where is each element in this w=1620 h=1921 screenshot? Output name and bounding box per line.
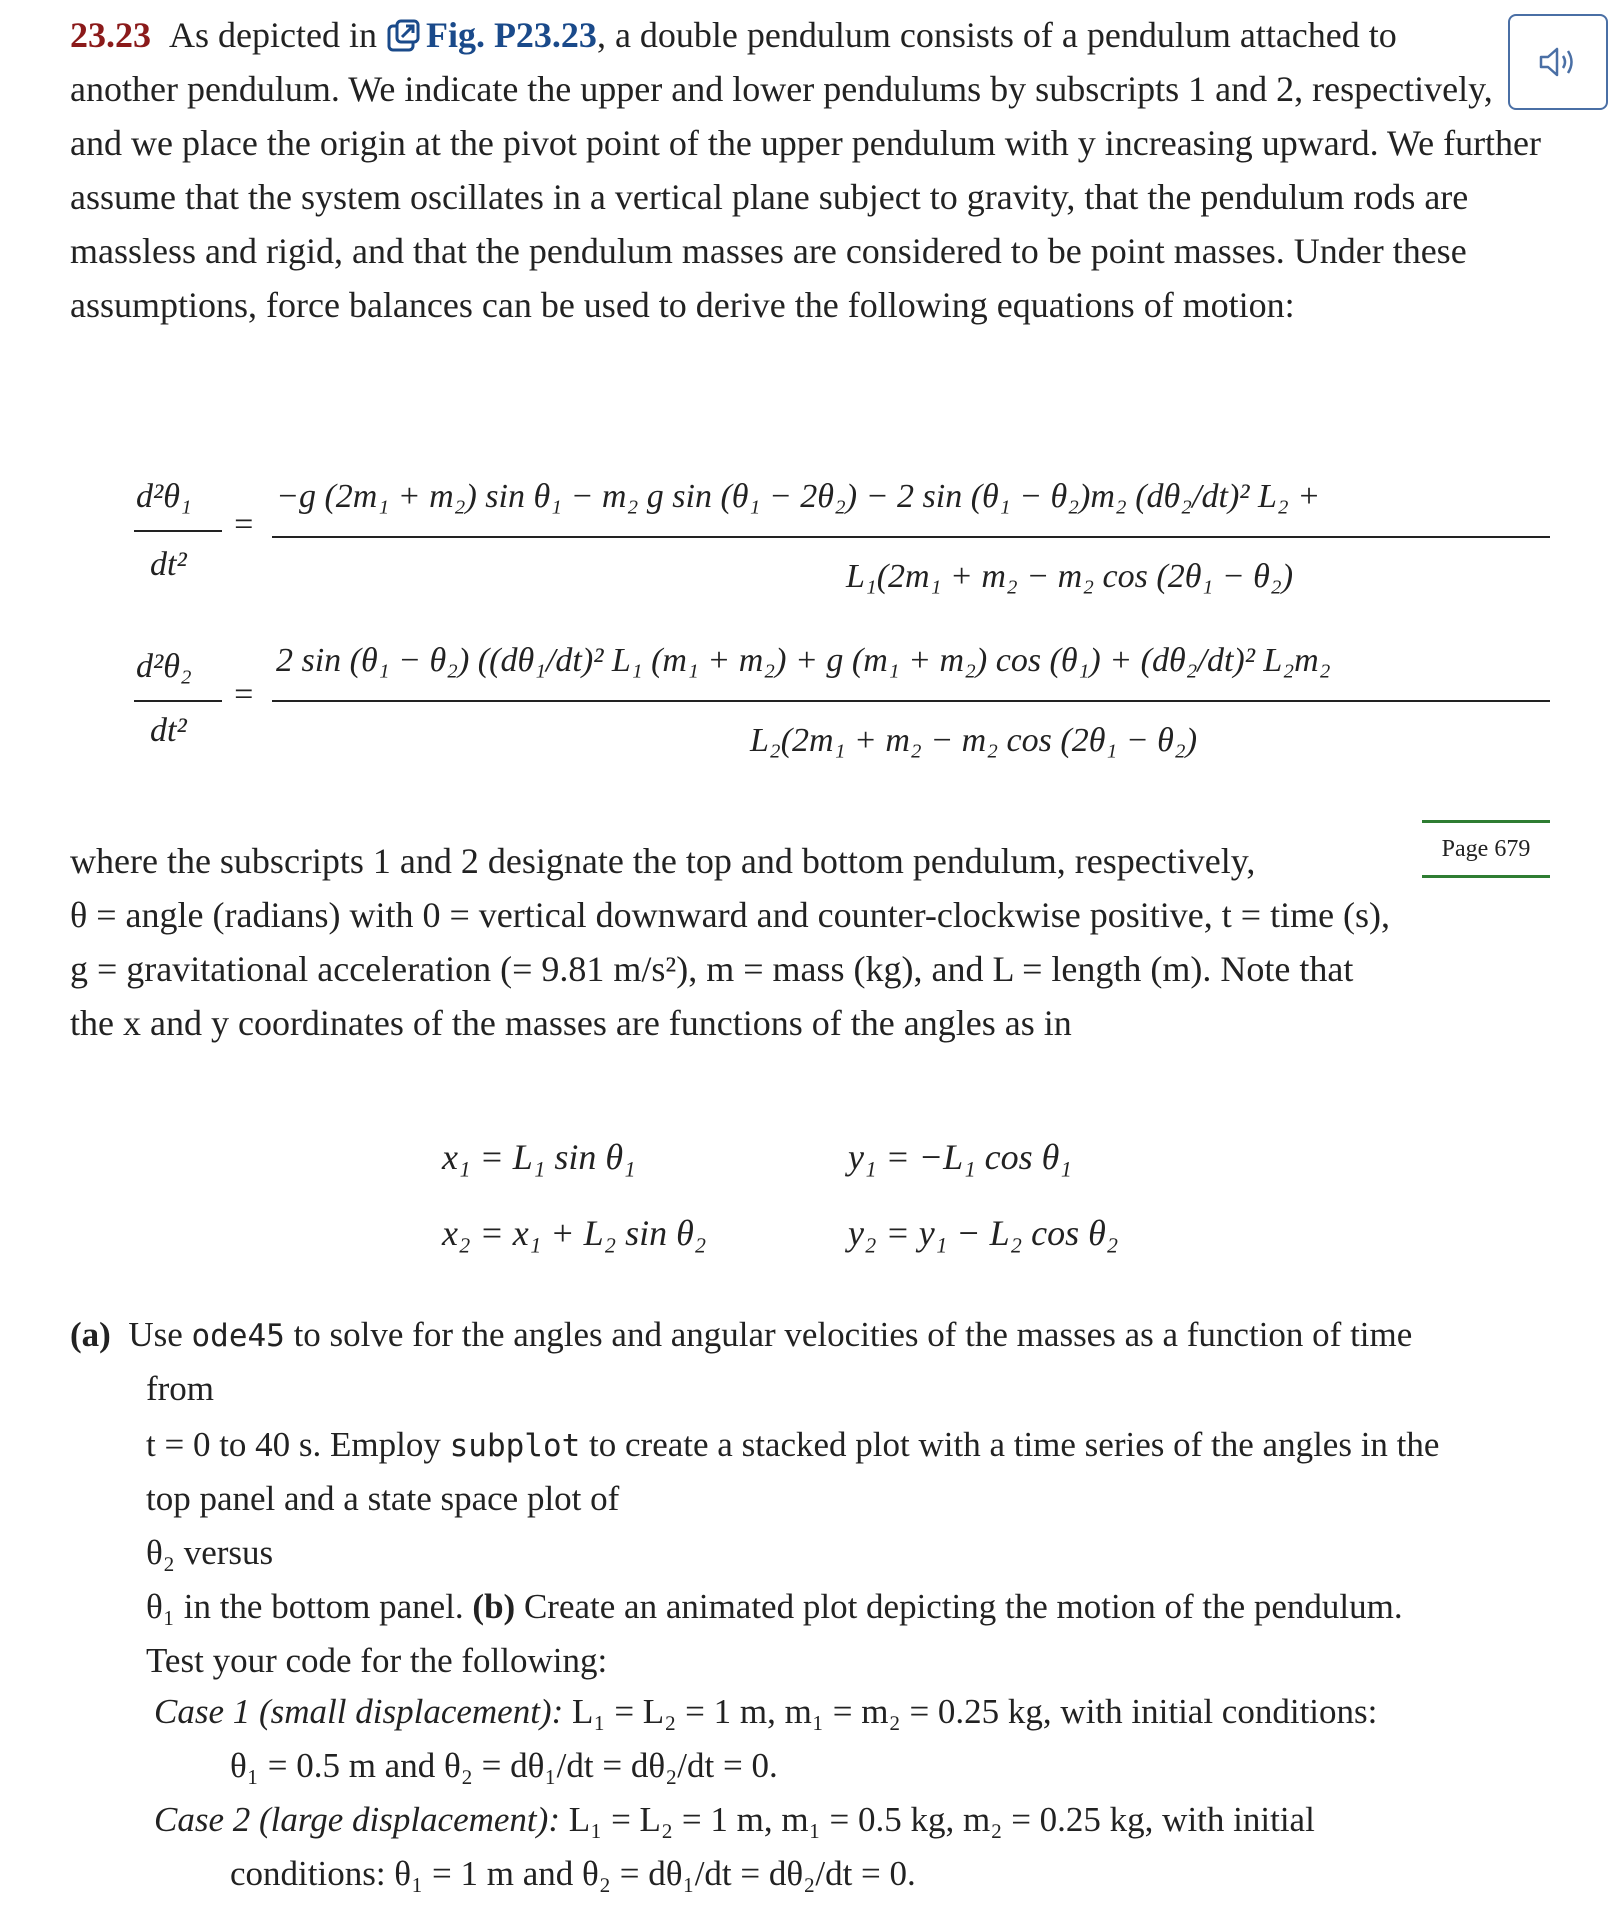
eq1-lhs-numerator: d²θ₁: [136, 478, 192, 515]
part-a-label: (a): [70, 1315, 111, 1354]
part-a-text: Use: [128, 1315, 183, 1354]
eq2-numerator: 2 sin (θ₁ − θ₂) ((dθ₁/dt)² L₁ (m₁ + m₂) + g (m₁ + m₂) cos (θ₁) + (dθ₂/dt)² L₂m₂: [276, 642, 1331, 679]
part-a-line-3: [146, 1418, 1620, 1473]
case-1-initial-conditions: θ₁ = 0.5 m and θ₂ = dθ₁/dt = dθ₂/dt = 0.: [230, 1746, 778, 1785]
problem-number: 23.23: [70, 15, 151, 55]
where-line-3: g = gravitational acceleration (= 9.81 m/s²), m = mass (kg), and L = length (m). Note that: [70, 949, 1354, 989]
eq1-denominator: L₁(2m₁ + m₂ − m₂ cos (2θ₁ − θ₂): [846, 558, 1294, 595]
eq2-lhs-numerator: d²θ₂: [136, 648, 192, 685]
ode45-code: ode45: [191, 1318, 285, 1354]
where-line-1: where the subscripts 1 and 2 designate the top and bottom pendulum, respectively,: [70, 841, 1256, 881]
page-marker: Page 679: [1422, 820, 1550, 878]
eq2-lhs-fraction-bar: [134, 700, 222, 702]
coord-y2: y₂ = y₁ − L₂ cos θ₂: [848, 1213, 1119, 1253]
part-a-line-7: Test your code for the following:: [146, 1641, 608, 1680]
case-2-label: Case 2 (large displacement):: [154, 1800, 560, 1839]
eq1-numerator: −g (2m₁ + m₂) sin θ₁ − m₂ g sin (θ₁ − 2θ₂) − 2 sin (θ₁ − θ₂)m₂ (dθ₂/dt)² L₂ +: [276, 478, 1321, 515]
external-link-icon[interactable]: [386, 14, 420, 68]
case-1-label: Case 1 (small displacement):: [154, 1692, 564, 1731]
eq1-lhs-denominator: dt²: [150, 546, 187, 583]
where-line-4: the x and y coordinates of the masses are functions of the angles as in: [70, 1003, 1072, 1043]
eq2-fraction-bar: [272, 700, 1550, 702]
eq1-equals: =: [232, 506, 255, 543]
eq1-lhs-fraction-bar: [134, 530, 222, 532]
audio-button[interactable]: [1508, 14, 1608, 110]
case-2-line: [154, 1800, 1315, 1840]
coord-x1: x₁ = L₁ sin θ₁: [442, 1137, 636, 1177]
case-2-text: L₁ = L₂ = 1 m, m₁ = 0.5 kg, m₂ = 0.25 kg, with initial: [568, 1800, 1315, 1839]
part-a-text-3: t = 0 to 40 s. Employ: [146, 1425, 441, 1464]
eq2-equals: =: [232, 676, 255, 713]
intro-text-after: , a double pendulum consists of a pendulum attached to: [596, 15, 1397, 55]
part-a-text-2: to solve for the angles and angular velocities of the masses as a function of time: [293, 1315, 1413, 1354]
intro-first-line: [70, 8, 1510, 68]
coord-y1: y₁ = −L₁ cos θ₁: [848, 1137, 1072, 1177]
case-2-initial-conditions: conditions: θ₁ = 1 m and θ₂ = dθ₁/dt = dθ₂/dt = 0.: [230, 1854, 916, 1893]
part-a-line-5: θ₂ versus: [146, 1533, 274, 1572]
coord-x2: x₂ = x₁ + L₂ sin θ₂: [442, 1213, 707, 1253]
where-line-2: θ = angle (radians) with 0 = vertical downward and counter-clockwise positive, t = time (s),: [70, 895, 1391, 935]
speaker-icon: [1538, 45, 1578, 79]
figure-link[interactable]: Fig. P23.23: [425, 15, 597, 55]
intro-text: As depicted in: [169, 15, 377, 55]
part-a-text-6: θ₁ in the bottom panel.: [146, 1587, 464, 1626]
part-a-line-1: [70, 1308, 1570, 1363]
part-a-text-4: to create a stacked plot with a time series of the angles in the: [589, 1425, 1440, 1464]
eq2-denominator: L₂(2m₁ + m₂ − m₂ cos (2θ₁ − θ₂): [750, 722, 1198, 759]
part-b-text: Create an animated plot depicting the motion of the pendulum.: [523, 1587, 1403, 1626]
part-a-line-2: from: [146, 1369, 215, 1408]
intro-paragraph: another pendulum. We indicate the upper and lower pendulums by subscripts 1 and 2, respectively, and we place the origin at the pivot point of the upper pendulum with y increasing upward. We further assume that the system oscillates in a vertical plane subject to gravity, that the pendulum rods are massless and rigid, and that the pendulum masses are considered to be point masses. Under these assumptions, force balances can be used to derive the following equations of motion:: [70, 69, 1542, 325]
part-a-line-6: [146, 1580, 1620, 1634]
part-b-label: (b): [472, 1587, 516, 1626]
subplot-code: subplot: [449, 1428, 581, 1464]
part-a-line-4: top panel and a state space plot of: [146, 1479, 620, 1518]
case-1-line: [154, 1692, 1377, 1732]
eq1-fraction-bar: [272, 536, 1550, 538]
case-1-text: L₁ = L₂ = 1 m, m₁ = m₂ = 0.25 kg, with initial conditions:: [571, 1692, 1378, 1731]
eq2-lhs-denominator: dt²: [150, 712, 187, 749]
